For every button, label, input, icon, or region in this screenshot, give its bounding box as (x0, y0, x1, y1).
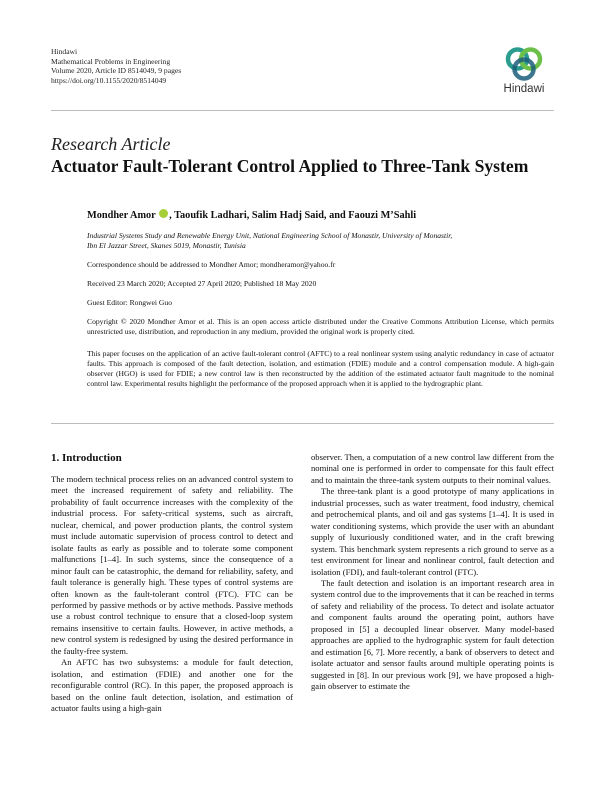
paragraph: The fault detection and isolation is an important research area in system control due to the improvements that it can be reached in terms of safety and reliability of the process. To detect and isolate actuator and component faults around the operating point, authors have proposed in [5] a decoupled linear observer. Many model-based approaches are applied to the hydrographic system for fault detection and estimation [6, 7]. More recently, a bank of observers to detect and isolate actuator and sensor faults around multiple operating points is suggested in [8]. In our previous work [9], we have proposed a high-gain observer to estimate the (311, 577, 554, 692)
affiliation (87, 231, 554, 251)
paragraph: The modern technical process relies on an advanced control system to meet the increased requirement of safety and reliability. The probability of fault occurrence increases with the complexity of the industrial process. For safety-critical systems, such as aircraft, nuclear, chemical, and power production plants, the control system must include automatic supervision of process control to detect and isolate faults as early as possible and to tolerate some component malfunctions [1–4]. In such systems, since the consequence of a minor fault can be catastrophic, the demand for reliability, safety, and fault tolerance is generally high. These types of control systems are often known as the fault-tolerant control (FTC). FTC can be performed by passive methods or by active methods. Passive methods use a robust control technique to ensure that a closed-loop system remains insensitive to certain faults. However, in active methods, a new control system is redesigned by using the desired performance in the faulty-free system. (51, 474, 293, 656)
orcid-icon[interactable] (159, 209, 168, 218)
abstract: This paper focuses on the application of an active fault-tolerant control (AFTC) to a real nonlinear system using analytic redundancy in case of actuator faults. This approach is composed of the fault detection, isolation, and estimation (FDIE) module and a control compensation module. A high-gain observer (HGO) is used for FDIE; a new control law is then reconstructed by the addition of the estimated actuator fault magnitude to the nominal control law. Experimental results highlight the performance of the proposed approach when it is applied to the hydrographic plant. (87, 349, 554, 389)
hindawi-logo-icon (504, 46, 544, 82)
right-column (311, 452, 554, 693)
volume-info: Volume 2020, Article ID 8514049, 9 pages (51, 66, 182, 76)
affiliation-line-2: Ibn El Jazzar Street, Skanes 5019, Monastir, Tunisia (87, 241, 246, 251)
publisher-name: Hindawi (51, 47, 78, 56)
logo-wordmark: Hindawi (503, 83, 545, 95)
affiliation-line-1: Industrial Systems Study and Renewable Energy Unit, National Engineering School of Monastir, University of Monastir, (87, 231, 453, 240)
author-list (87, 209, 554, 221)
section-heading-introduction: 1. Introduction (51, 452, 122, 464)
article-title: Actuator Fault-Tolerant Control Applied to Three-Tank System (51, 156, 529, 176)
author-rest: , Taoufik Ladhari, Salim Hadj Said, and Faouzi M’Sahli (169, 210, 417, 221)
author-first[interactable]: Mondher Amor (87, 210, 156, 221)
hindawi-logo (496, 46, 552, 95)
front-matter (87, 209, 554, 389)
article-type: Research Article (51, 134, 171, 154)
paragraph: An AFTC has two subsystems: a module for fault detection, isolation, and estimation (FDIE) and another one for the reconfigurable control (RC). In this paper, the proposed approach is based on the online fault detection, isolation, and estimation of actuator faults using a high-gain (51, 657, 293, 714)
doi-link[interactable]: https://doi.org/10.1155/2020/8514049 (51, 75, 167, 85)
journal-name: Mathematical Problems in Engineering (51, 56, 171, 66)
publication-dates: Received 23 March 2020; Accepted 27 April 2020; Published 18 May 2020 (87, 279, 317, 289)
guest-editor: Guest Editor: Rongwei Guo (87, 298, 172, 308)
abstract-divider (51, 423, 554, 424)
header-divider (51, 110, 554, 111)
copyright-notice: Copyright © 2020 Mondher Amor et al. This is an open access article distributed under the Creative Commons Attribution License, which permits unrestricted use, distribution, and reproduction in any medium, provided the original work is properly cited. (87, 317, 554, 337)
left-column (51, 474, 293, 715)
paragraph: observer. Then, a computation of a new control law different from the nominal one is performed in order to compensate for this fault effect and to maintain the three-tank system outputs to their nominal values. (311, 452, 554, 485)
journal-header (51, 47, 181, 85)
paragraph: The three-tank plant is a good prototype of many applications in industrial processes, such as water treatment, food industry, chemical and petrochemical plants, and oil and gas systems [1–4]. It is used in water conditioning systems, which provide the user with an abundant supply of luxuriously conditioned water, and in the craft brewing system. This benchmark system represents a rich ground to serve as a test environment for linear and nonlinear control, fault detection and isolation (FDI), and fault-tolerant control (FTC). (311, 486, 554, 577)
correspondence: Correspondence should be addressed to Mondher Amor; mondheramor@yahoo.fr (87, 260, 336, 270)
